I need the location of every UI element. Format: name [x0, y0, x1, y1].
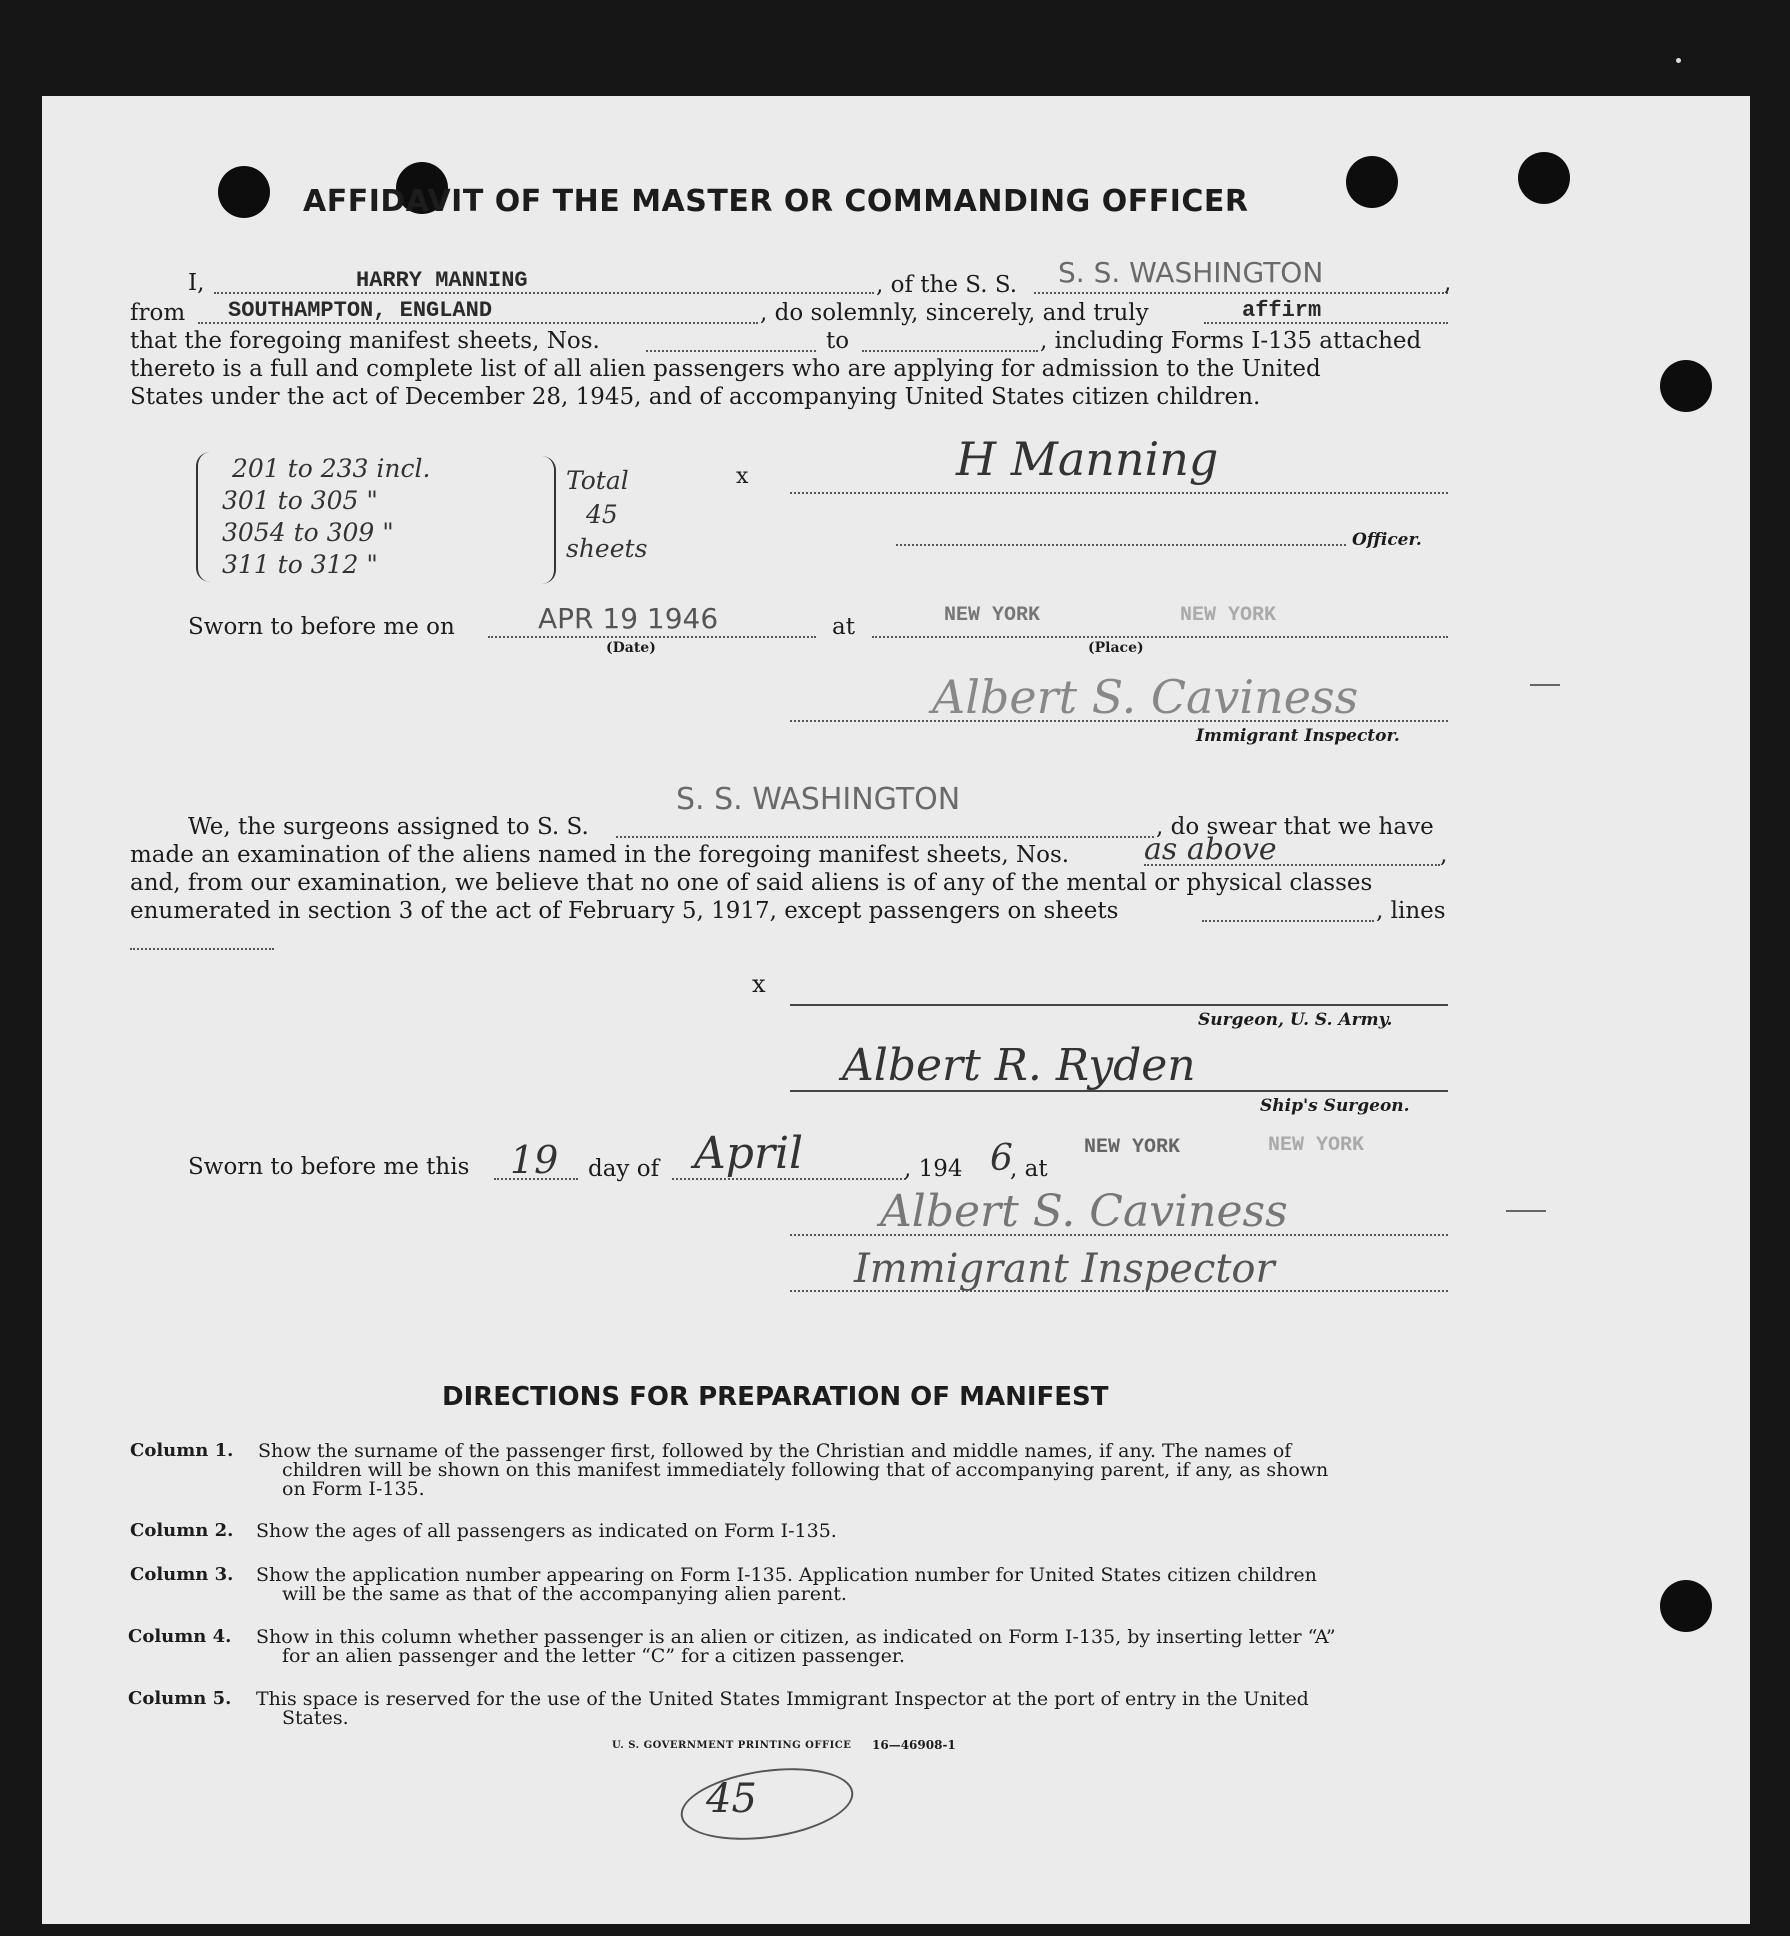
master-name-line: [214, 292, 874, 294]
directions-title: DIRECTIONS FOR PREPARATION OF MANIFEST: [442, 1382, 1109, 1412]
inspector-label: Immigrant Inspector.: [1196, 726, 1400, 746]
month-value: April: [694, 1128, 804, 1179]
column-direction-line: will be the same as that of the accompanying alien parent.: [282, 1583, 847, 1605]
day-label: day of: [588, 1156, 660, 1182]
total-note-line: sheets: [566, 534, 648, 563]
year-digit: 6: [990, 1138, 1013, 1179]
column-direction-line: Show the ages of all passengers as indicated on Form I-135.: [256, 1520, 837, 1542]
sheets-note-line: 301 to 305 ": [222, 486, 378, 515]
ship-name-stamp: S. S. WASHINGTON: [1058, 256, 1324, 289]
surgeons-ship-stamp: S. S. WASHINGTON: [676, 782, 961, 817]
belief-text: and, from our examination, we believe that no one of said aliens is of any of the mental or physical classes: [130, 870, 1373, 896]
from-label: from: [130, 300, 186, 326]
section-text: enumerated in section 3 of the act of February 5, 1917, except passengers on sheets: [130, 898, 1119, 924]
surgeons-ship-line: [616, 836, 1154, 838]
ship-surgeon-label: Ship's Surgeon.: [1260, 1096, 1410, 1116]
at-label: , at: [1010, 1156, 1048, 1182]
column-label: Column 3.: [130, 1564, 234, 1585]
column-direction-line: Show in this column whether passenger is an alien or citizen, as indicated on Form I-135, by inserting letter “A”: [256, 1626, 1336, 1648]
sworn-place-line: [872, 636, 1448, 638]
inspector-signature: Albert S. Caviness: [932, 670, 1359, 724]
except-lines-line: [130, 948, 274, 950]
act-text: States under the act of December 28, 1945, and of accompanying United States citizen children.: [130, 384, 1261, 410]
year-label: , 194: [904, 1156, 963, 1182]
total-note-line: Total: [566, 466, 629, 495]
at-label: at: [832, 614, 855, 640]
army-surgeon-label: Surgeon, U. S. Army.: [1198, 1010, 1393, 1030]
including-forms-text: , including Forms I-135 attached: [1040, 328, 1422, 354]
column-label: Column 1.: [130, 1440, 234, 1461]
pencil-dash: [1506, 1210, 1546, 1212]
master-name: HARRY MANNING: [356, 268, 528, 293]
officer-line: [896, 544, 1346, 546]
manifest-sheets-text: that the foregoing manifest sheets, Nos.: [130, 328, 600, 354]
sheets-note-line: 311 to 312 ": [222, 550, 378, 579]
surgeon-place-stamp: NEW YORK: [1268, 1134, 1365, 1157]
comma: ,: [1440, 842, 1448, 868]
page-count: 45: [706, 1776, 757, 1822]
column-direction-line: Show the application number appearing on Form I-135. Application number for United States citizen children: [256, 1564, 1317, 1586]
ship-surgeon-signature: Albert R. Ryden: [842, 1040, 1196, 1091]
inspector-title-handwritten: Immigrant Inspector: [854, 1246, 1275, 1292]
date-caption: (Date): [606, 640, 656, 656]
full-list-text: thereto is a full and complete list of all alien passengers who are applying for admission to the United: [130, 356, 1321, 382]
master-signature-line: [790, 492, 1448, 494]
surgeons-text: We, the surgeons assigned to S. S.: [188, 814, 589, 840]
surgeon-place-stamp: NEW YORK: [1084, 1136, 1181, 1159]
punch-hole: [1346, 156, 1398, 208]
sworn-label: Sworn to before me this: [188, 1154, 470, 1180]
punch-hole: [1518, 152, 1570, 204]
of-ss-label: , of the S. S.: [876, 272, 1018, 298]
column-direction-line: on Form I-135.: [282, 1478, 425, 1500]
i-label: I,: [188, 270, 205, 296]
except-sheets-line: [1202, 920, 1374, 922]
page-title: AFFIDAVIT OF THE MASTER OR COMMANDING OFFICER: [303, 184, 1249, 219]
master-signature: H Manning: [956, 432, 1219, 486]
swear-text: , do swear that we have: [1156, 814, 1434, 840]
column-direction-line: States.: [282, 1707, 349, 1729]
sworn-date-stamp: APR 19 1946: [538, 602, 719, 635]
examination-text: made an examination of the aliens named in the foregoing manifest sheets, Nos.: [130, 842, 1070, 868]
film-speck: [1676, 58, 1681, 63]
punch-hole: [218, 166, 270, 218]
comma: ,: [1444, 270, 1452, 296]
sworn-place-stamp: NEW YORK: [1180, 604, 1277, 627]
x-mark: x: [752, 970, 766, 998]
total-note-line: 45: [586, 500, 618, 529]
sworn-date-line: [488, 636, 816, 638]
punch-hole: [1660, 360, 1712, 412]
column-direction-line: Show the surname of the passenger first, followed by the Christian and middle names, if any. The names of: [258, 1440, 1292, 1462]
column-direction-line: for an alien passenger and the letter “C” for a citizen passenger.: [282, 1645, 905, 1667]
from-place: SOUTHAMPTON, ENGLAND: [228, 298, 493, 323]
sworn-label: Sworn to before me on: [188, 614, 455, 640]
sheets-to-line: [862, 350, 1038, 352]
form-code: 16—46908-1: [872, 1738, 956, 1752]
inspector-signature: Albert S. Caviness: [880, 1186, 1288, 1237]
lines-label: , lines: [1376, 898, 1446, 924]
column-label: Column 4.: [128, 1626, 232, 1647]
sheets-from-line: [646, 350, 816, 352]
day-value: 19: [510, 1138, 559, 1182]
place-caption: (Place): [1088, 640, 1144, 656]
ship-name-line: [1034, 292, 1448, 294]
x-mark: x: [736, 464, 749, 489]
nos-value: as above: [1144, 832, 1277, 867]
column-label: Column 5.: [128, 1688, 232, 1709]
column-direction-line: This space is reserved for the use of the United States Immigrant Inspector at the port of entry in the United: [256, 1688, 1309, 1710]
affirm-line: [1204, 322, 1448, 324]
solemnly-label: , do solemnly, sincerely, and truly: [760, 300, 1149, 326]
column-label: Column 2.: [130, 1520, 234, 1541]
column-direction-line: children will be shown on this manifest immediately following that of accompanying parent, if any, as shown: [282, 1459, 1329, 1481]
sheets-note-line: 3054 to 309 ": [222, 518, 394, 547]
to-label: to: [826, 328, 850, 354]
sworn-place-stamp: NEW YORK: [944, 604, 1041, 627]
sheets-bracket: [534, 456, 556, 584]
sheets-note-line: 201 to 233 incl.: [232, 454, 431, 483]
officer-label: Officer.: [1352, 530, 1422, 550]
pencil-dash: [1530, 684, 1560, 686]
affirm-word: affirm: [1242, 298, 1322, 323]
printer-imprint: U. S. GOVERNMENT PRINTING OFFICE: [612, 1740, 852, 1751]
punch-hole: [1660, 1580, 1712, 1632]
army-surgeon-line: [790, 1004, 1448, 1006]
